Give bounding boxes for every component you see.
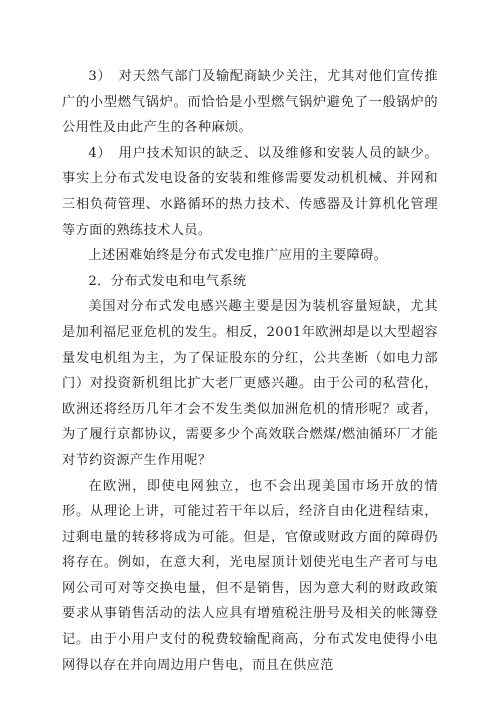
paragraph-item-3: 3） 对天然气部门及输配商缺少关注，尤其对他们宣传推广的小型燃气锅炉。而恰恰是小型燃气锅炉避免了一般锅炉的公用性及由此产生的各种麻烦。 bbox=[62, 69, 438, 136]
paragraph-summary: 上述困难始终是分布式发电推广应用的主要障碍。 bbox=[88, 248, 388, 264]
section-heading: 2．分布式发电和电气系统 bbox=[88, 273, 247, 289]
document-page bbox=[62, 64, 438, 678]
paragraph-item-4: 4） 用户技术知识的缺乏、以及维修和安装人员的缺少。事实上分布式发电设备的安装和维修需要发动机机械、并网和三相负荷管理、水路循环的热力技术、传感器及计算机化管理等方面的熟练技术人员。 bbox=[62, 145, 438, 238]
paragraph-europe: 在欧洲，即使电网独立，也不会出现美国市场开放的情形。从理论上讲，可能过若干年以后，经济自由化进程结束，过剩电量的转移将成为可能。但是，官僚或财政方面的障碍仍将存在。例如，在意大利，光电屋顶计划使光电生产者可与电网公司可对等交换电量，但不是销售，因为意大利的财政政策要求从事销售活动的法人应具有增殖税注册号及相关的帐簿登记。由于小用户支付的税费较输配商高，分布式发电使得小电网得以存在并向周边用户售电，而且在供应范 bbox=[62, 478, 438, 673]
paragraph-us-interest: 美国对分布式发电感兴趣主要是因为装机容量短缺，尤其是加利福尼亚危机的发生。相反，2001年欧洲却是以大型超容量发电机组为主，为了保证股东的分红，公共垄断（如电力部门）对投资新机组比扩大老厂更感兴趣。由于公司的私营化，欧洲还将经历几年才会不发生类似加洲危机的情形呢？或者，为了履行京都协议，需要多少个高效联合燃煤/燃油循环厂才能对节约资源产生作用呢？ bbox=[62, 299, 438, 468]
